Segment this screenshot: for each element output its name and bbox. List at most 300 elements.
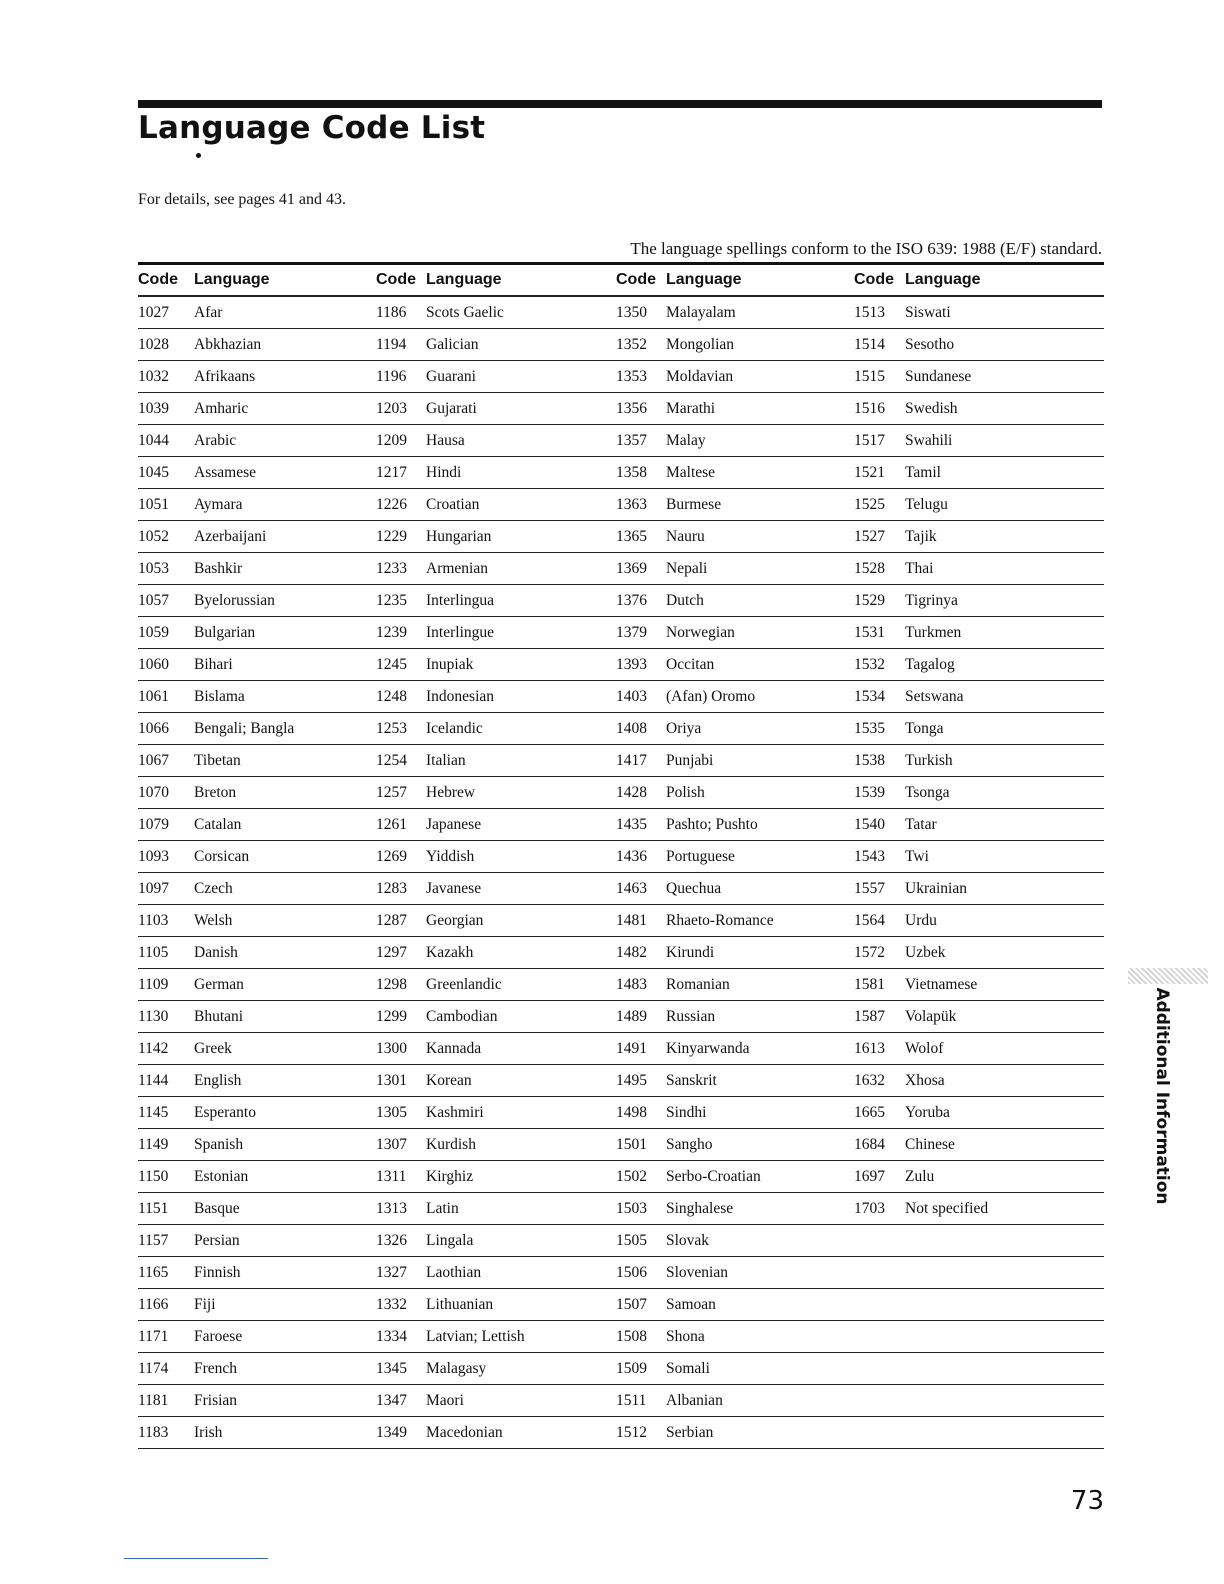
language-code: 1581 [854, 969, 905, 1001]
language-name: Sundanese [905, 361, 1104, 393]
language-name: Singhalese [666, 1193, 854, 1225]
language-code: 1299 [376, 1001, 426, 1033]
language-code: 1209 [376, 425, 426, 457]
language-name: Spanish [194, 1129, 376, 1161]
language-name: Cambodian [426, 1001, 616, 1033]
language-code: 1253 [376, 713, 426, 745]
language-name: Marathi [666, 393, 854, 425]
language-code: 1079 [138, 809, 194, 841]
language-name: Georgian [426, 905, 616, 937]
language-name: Kurdish [426, 1129, 616, 1161]
header-language: Language [905, 265, 1104, 296]
language-code: 1144 [138, 1065, 194, 1097]
language-code: 1311 [376, 1161, 426, 1193]
language-code: 1349 [376, 1417, 426, 1449]
language-name: Greek [194, 1033, 376, 1065]
language-code: 1632 [854, 1065, 905, 1097]
language-code: 1298 [376, 969, 426, 1001]
language-code-table [138, 265, 1104, 1449]
language-code: 1226 [376, 489, 426, 521]
language-code: 1326 [376, 1225, 426, 1257]
language-name: Not specified [905, 1193, 1104, 1225]
table-row [138, 425, 1104, 457]
language-code: 1051 [138, 489, 194, 521]
language-code: 1352 [616, 329, 666, 361]
section-side-label: Additional Information [1152, 987, 1172, 1205]
language-name: Fiji [194, 1289, 376, 1321]
table-row [138, 745, 1104, 777]
language-name: Macedonian [426, 1417, 616, 1449]
language-code: 1028 [138, 329, 194, 361]
language-name: Icelandic [426, 713, 616, 745]
language-code: 1032 [138, 361, 194, 393]
language-name: Danish [194, 937, 376, 969]
table-row [138, 873, 1104, 905]
language-name: Moldavian [666, 361, 854, 393]
table-row [138, 393, 1104, 425]
language-name: French [194, 1353, 376, 1385]
language-name: Oriya [666, 713, 854, 745]
section-tab [1128, 968, 1208, 984]
table-row [138, 361, 1104, 393]
language-name: Persian [194, 1225, 376, 1257]
language-name: Gujarati [426, 393, 616, 425]
language-name: Afar [194, 296, 376, 329]
language-name: Slovenian [666, 1257, 854, 1289]
language-name: Tibetan [194, 745, 376, 777]
language-name: Lithuanian [426, 1289, 616, 1321]
language-name: Japanese [426, 809, 616, 841]
language-code: 1489 [616, 1001, 666, 1033]
table-row [138, 521, 1104, 553]
language-name: Samoan [666, 1289, 854, 1321]
language-code: 1527 [854, 521, 905, 553]
language-code: 1506 [616, 1257, 666, 1289]
table-row [138, 1417, 1104, 1449]
language-code [854, 1385, 905, 1417]
language-code: 1130 [138, 1001, 194, 1033]
table-row [138, 553, 1104, 585]
language-code: 1109 [138, 969, 194, 1001]
language-name: Norwegian [666, 617, 854, 649]
language-name: Galician [426, 329, 616, 361]
language-name: Zulu [905, 1161, 1104, 1193]
language-name: Urdu [905, 905, 1104, 937]
language-name: Irish [194, 1417, 376, 1449]
table-row [138, 649, 1104, 681]
language-name: Hausa [426, 425, 616, 457]
table-row [138, 1321, 1104, 1353]
language-name: Tsonga [905, 777, 1104, 809]
language-name: Azerbaijani [194, 521, 376, 553]
table-row [138, 1385, 1104, 1417]
language-code: 1070 [138, 777, 194, 809]
language-code: 1053 [138, 553, 194, 585]
language-code: 1186 [376, 296, 426, 329]
language-name: Italian [426, 745, 616, 777]
language-code [854, 1353, 905, 1385]
language-name: Tajik [905, 521, 1104, 553]
language-code: 1297 [376, 937, 426, 969]
table-row [138, 809, 1104, 841]
language-name: Sanskrit [666, 1065, 854, 1097]
language-name: Sesotho [905, 329, 1104, 361]
language-code: 1363 [616, 489, 666, 521]
language-name: Kinyarwanda [666, 1033, 854, 1065]
table-body [138, 296, 1104, 1449]
table-row [138, 841, 1104, 873]
language-name: Xhosa [905, 1065, 1104, 1097]
language-name: Maori [426, 1385, 616, 1417]
language-code: 1365 [616, 521, 666, 553]
language-code: 1521 [854, 457, 905, 489]
language-name: Czech [194, 873, 376, 905]
language-name [905, 1385, 1104, 1417]
language-code: 1529 [854, 585, 905, 617]
language-code: 1369 [616, 553, 666, 585]
title-dot [196, 153, 201, 158]
language-name: Tatar [905, 809, 1104, 841]
language-code: 1428 [616, 777, 666, 809]
language-name: Bashkir [194, 553, 376, 585]
language-name: Setswana [905, 681, 1104, 713]
table-row [138, 1289, 1104, 1321]
language-code: 1287 [376, 905, 426, 937]
language-name: Armenian [426, 553, 616, 585]
language-code: 1501 [616, 1129, 666, 1161]
language-name: Korean [426, 1065, 616, 1097]
language-name: Bihari [194, 649, 376, 681]
language-name: Assamese [194, 457, 376, 489]
language-name: Breton [194, 777, 376, 809]
language-code: 1145 [138, 1097, 194, 1129]
language-code: 1463 [616, 873, 666, 905]
language-code: 1305 [376, 1097, 426, 1129]
language-name: Finnish [194, 1257, 376, 1289]
language-name: Punjabi [666, 745, 854, 777]
language-code: 1535 [854, 713, 905, 745]
table-row [138, 296, 1104, 329]
table-row [138, 1161, 1104, 1193]
language-name: Hebrew [426, 777, 616, 809]
language-code: 1525 [854, 489, 905, 521]
language-code: 1356 [616, 393, 666, 425]
language-code: 1572 [854, 937, 905, 969]
table-row [138, 937, 1104, 969]
table-row [138, 489, 1104, 521]
language-code: 1039 [138, 393, 194, 425]
language-code: 1142 [138, 1033, 194, 1065]
language-code: 1165 [138, 1257, 194, 1289]
language-code [854, 1417, 905, 1449]
table-row [138, 1129, 1104, 1161]
language-name: Sangho [666, 1129, 854, 1161]
language-name: Ukrainian [905, 873, 1104, 905]
language-code: 1027 [138, 296, 194, 329]
language-name [905, 1257, 1104, 1289]
language-name: Swedish [905, 393, 1104, 425]
language-code: 1332 [376, 1289, 426, 1321]
language-code: 1436 [616, 841, 666, 873]
language-code: 1509 [616, 1353, 666, 1385]
language-code: 1532 [854, 649, 905, 681]
language-code: 1516 [854, 393, 905, 425]
language-name: Faroese [194, 1321, 376, 1353]
language-name: Mongolian [666, 329, 854, 361]
table-row [138, 1097, 1104, 1129]
language-code: 1334 [376, 1321, 426, 1353]
language-code: 1269 [376, 841, 426, 873]
language-name: Catalan [194, 809, 376, 841]
language-name: Croatian [426, 489, 616, 521]
language-name: Burmese [666, 489, 854, 521]
language-name: Javanese [426, 873, 616, 905]
table-row [138, 1001, 1104, 1033]
language-name: Tigrinya [905, 585, 1104, 617]
language-name: Afrikaans [194, 361, 376, 393]
language-name: Estonian [194, 1161, 376, 1193]
language-name: Lingala [426, 1225, 616, 1257]
language-name: Greenlandic [426, 969, 616, 1001]
language-code: 1498 [616, 1097, 666, 1129]
language-code: 1052 [138, 521, 194, 553]
language-name: Byelorussian [194, 585, 376, 617]
language-name: Turkmen [905, 617, 1104, 649]
language-code: 1045 [138, 457, 194, 489]
language-code: 1347 [376, 1385, 426, 1417]
language-code: 1327 [376, 1257, 426, 1289]
header-code: Code [854, 265, 905, 296]
language-code: 1540 [854, 809, 905, 841]
language-code: 1697 [854, 1161, 905, 1193]
language-code: 1358 [616, 457, 666, 489]
language-name: Malay [666, 425, 854, 457]
language-name: Yoruba [905, 1097, 1104, 1129]
language-code: 1300 [376, 1033, 426, 1065]
table-row [138, 585, 1104, 617]
language-code: 1534 [854, 681, 905, 713]
header-code: Code [376, 265, 426, 296]
table-row [138, 1065, 1104, 1097]
language-name: Kirghiz [426, 1161, 616, 1193]
language-code: 1502 [616, 1161, 666, 1193]
header-code: Code [616, 265, 666, 296]
language-name: Chinese [905, 1129, 1104, 1161]
title-rule [138, 100, 1102, 108]
language-code: 1483 [616, 969, 666, 1001]
language-code: 1539 [854, 777, 905, 809]
language-code: 1517 [854, 425, 905, 457]
language-name: Frisian [194, 1385, 376, 1417]
language-name: Nauru [666, 521, 854, 553]
language-code: 1097 [138, 873, 194, 905]
header-language: Language [194, 265, 376, 296]
language-code: 1587 [854, 1001, 905, 1033]
language-name: Siswati [905, 296, 1104, 329]
language-name: Scots Gaelic [426, 296, 616, 329]
language-code: 1166 [138, 1289, 194, 1321]
language-name: Tagalog [905, 649, 1104, 681]
language-name: Kashmiri [426, 1097, 616, 1129]
language-name: Aymara [194, 489, 376, 521]
language-name: Hungarian [426, 521, 616, 553]
language-code: 1196 [376, 361, 426, 393]
language-name: Serbian [666, 1417, 854, 1449]
language-name: Hindi [426, 457, 616, 489]
language-name: Yiddish [426, 841, 616, 873]
language-code: 1044 [138, 425, 194, 457]
language-code: 1417 [616, 745, 666, 777]
table-row [138, 617, 1104, 649]
language-name: Uzbek [905, 937, 1104, 969]
language-name [905, 1321, 1104, 1353]
language-code: 1403 [616, 681, 666, 713]
language-name: Vietnamese [905, 969, 1104, 1001]
language-code: 1235 [376, 585, 426, 617]
language-code: 1229 [376, 521, 426, 553]
language-code: 1393 [616, 649, 666, 681]
language-name: Guarani [426, 361, 616, 393]
language-code: 1057 [138, 585, 194, 617]
language-code: 1495 [616, 1065, 666, 1097]
language-code: 1171 [138, 1321, 194, 1353]
page-title: Language Code List [138, 110, 486, 146]
language-name: Occitan [666, 649, 854, 681]
table-header-row [138, 265, 1104, 296]
language-code: 1261 [376, 809, 426, 841]
language-code: 1248 [376, 681, 426, 713]
language-code: 1174 [138, 1353, 194, 1385]
language-name: Wolof [905, 1033, 1104, 1065]
language-name: Abkhazian [194, 329, 376, 361]
language-code: 1257 [376, 777, 426, 809]
language-name: Quechua [666, 873, 854, 905]
language-code: 1345 [376, 1353, 426, 1385]
language-code [854, 1289, 905, 1321]
language-code: 1157 [138, 1225, 194, 1257]
language-code: 1183 [138, 1417, 194, 1449]
language-name: Russian [666, 1001, 854, 1033]
language-name: Kannada [426, 1033, 616, 1065]
language-name: Inupiak [426, 649, 616, 681]
header-code: Code [138, 265, 194, 296]
language-code: 1511 [616, 1385, 666, 1417]
language-code: 1066 [138, 713, 194, 745]
table-row [138, 457, 1104, 489]
language-name [905, 1225, 1104, 1257]
language-code: 1194 [376, 329, 426, 361]
language-code: 1283 [376, 873, 426, 905]
language-name: Pashto; Pushto [666, 809, 854, 841]
language-code: 1507 [616, 1289, 666, 1321]
language-code: 1408 [616, 713, 666, 745]
table-row [138, 1225, 1104, 1257]
language-code: 1151 [138, 1193, 194, 1225]
language-code: 1233 [376, 553, 426, 585]
language-code: 1105 [138, 937, 194, 969]
language-name: Nepali [666, 553, 854, 585]
language-name: Interlingua [426, 585, 616, 617]
language-code: 1203 [376, 393, 426, 425]
language-name: Malayalam [666, 296, 854, 329]
language-code: 1060 [138, 649, 194, 681]
table-row [138, 1257, 1104, 1289]
language-name: Indonesian [426, 681, 616, 713]
language-code: 1181 [138, 1385, 194, 1417]
language-code: 1505 [616, 1225, 666, 1257]
table-row [138, 329, 1104, 361]
language-name: Telugu [905, 489, 1104, 521]
language-code: 1684 [854, 1129, 905, 1161]
language-name: Twi [905, 841, 1104, 873]
language-name [905, 1417, 1104, 1449]
intro-text: For details, see pages 41 and 43. [138, 191, 346, 208]
language-code: 1093 [138, 841, 194, 873]
language-name: Bengali; Bangla [194, 713, 376, 745]
language-name: Albanian [666, 1385, 854, 1417]
language-name [905, 1353, 1104, 1385]
language-code: 1150 [138, 1161, 194, 1193]
language-code: 1435 [616, 809, 666, 841]
language-code: 1482 [616, 937, 666, 969]
table-row [138, 681, 1104, 713]
language-code: 1376 [616, 585, 666, 617]
language-code [854, 1225, 905, 1257]
language-name: Dutch [666, 585, 854, 617]
language-name: Romanian [666, 969, 854, 1001]
language-name: Serbo-Croatian [666, 1161, 854, 1193]
page-number: 73 [1070, 1486, 1104, 1516]
language-code: 1301 [376, 1065, 426, 1097]
header-language: Language [666, 265, 854, 296]
language-name: Tamil [905, 457, 1104, 489]
table-row [138, 777, 1104, 809]
header-language: Language [426, 265, 616, 296]
language-name: Somali [666, 1353, 854, 1385]
language-code: 1491 [616, 1033, 666, 1065]
language-name: Rhaeto-Romance [666, 905, 854, 937]
language-code: 1481 [616, 905, 666, 937]
table-row [138, 905, 1104, 937]
language-name: Turkish [905, 745, 1104, 777]
language-code: 1307 [376, 1129, 426, 1161]
language-name: Esperanto [194, 1097, 376, 1129]
table-row [138, 1033, 1104, 1065]
language-code: 1528 [854, 553, 905, 585]
language-code: 1149 [138, 1129, 194, 1161]
language-name: Kirundi [666, 937, 854, 969]
language-code: 1703 [854, 1193, 905, 1225]
language-code: 1508 [616, 1321, 666, 1353]
language-name: Bhutani [194, 1001, 376, 1033]
language-code: 1379 [616, 617, 666, 649]
language-code: 1543 [854, 841, 905, 873]
language-code: 1217 [376, 457, 426, 489]
language-code: 1350 [616, 296, 666, 329]
table-row [138, 713, 1104, 745]
language-code: 1059 [138, 617, 194, 649]
language-code: 1103 [138, 905, 194, 937]
language-code: 1515 [854, 361, 905, 393]
language-name: (Afan) Oromo [666, 681, 854, 713]
language-code: 1254 [376, 745, 426, 777]
language-code: 1313 [376, 1193, 426, 1225]
language-name: Polish [666, 777, 854, 809]
language-name: Corsican [194, 841, 376, 873]
language-code [854, 1321, 905, 1353]
language-name: Tonga [905, 713, 1104, 745]
table-row [138, 969, 1104, 1001]
